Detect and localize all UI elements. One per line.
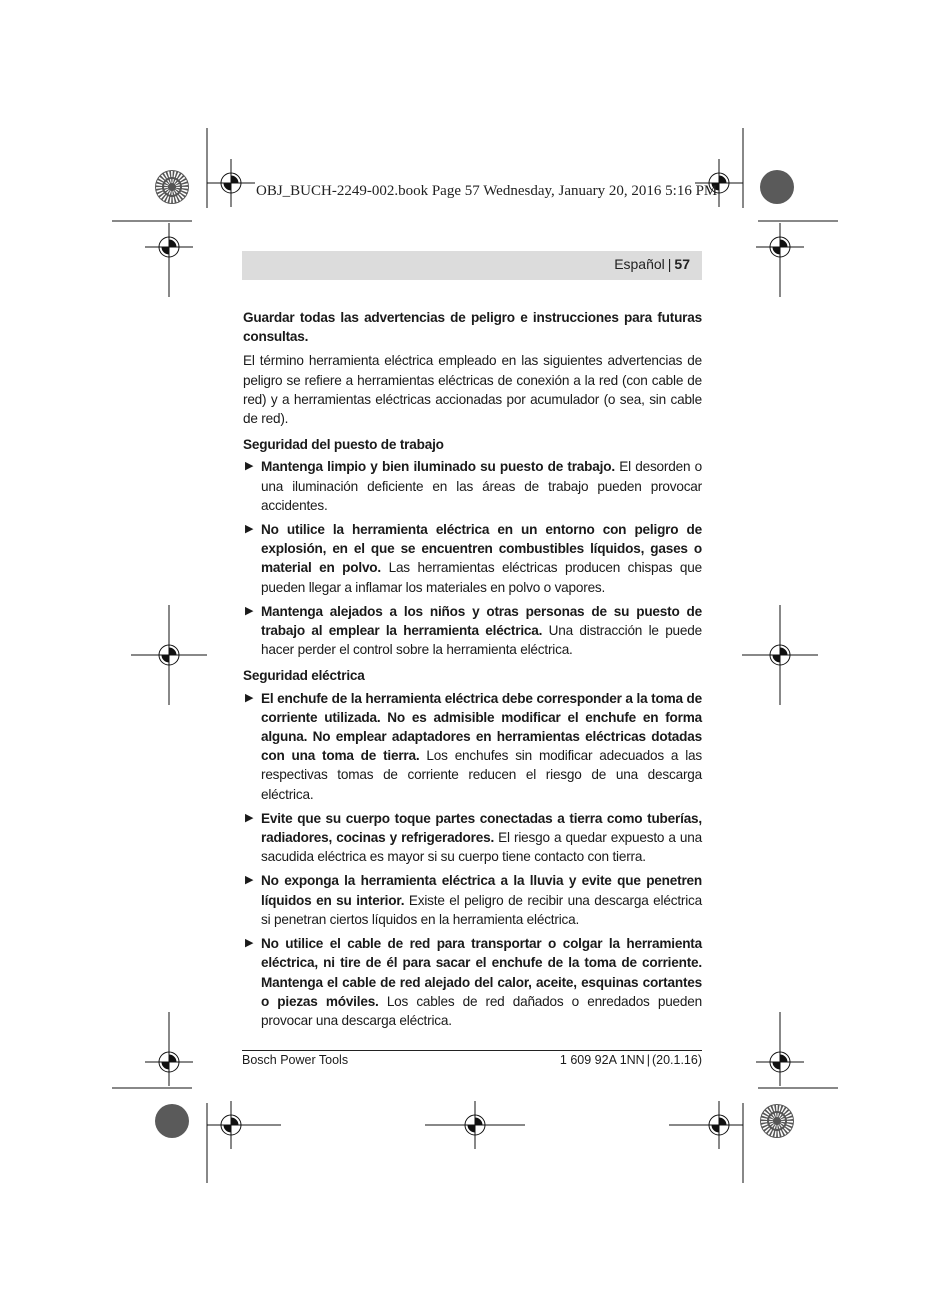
item-text: Existe el peligro de recibir una descarga eléctrica si penetran ciertos líquidos en la herramienta eléctrica. [261,892,703,927]
item-text: El desorden o una iluminación deficiente en las áreas de trabajo pueden provocar accidentes. [261,459,702,513]
footer-rule [242,1050,702,1051]
footer-separator: | [646,1053,650,1067]
gray-dot-bottom-left [155,1104,189,1138]
intro-heading: Guardar todas las advertencias de peligro e instrucciones para futuras consultas. [243,310,702,345]
triangle-bullet-icon: ▶ [245,691,254,704]
triangle-bullet-icon: ▶ [245,460,254,473]
starburst-mark-top-left [155,170,189,204]
main-content [243,308,702,1035]
list-item [243,809,702,867]
triangle-bullet-icon: ▶ [245,874,254,887]
item-bold: Mantenga alejados a los niños y otras personas de su puesto de trabajo al emplear la herramienta eléctrica. [261,603,702,639]
item-bold: No exponga la herramienta eléctrica a la lluvia y evite que penetren líquidos en su interior. [261,873,702,908]
list-item [243,934,702,1030]
footer-code [560,1053,702,1067]
page-number: 57 [674,256,690,272]
intro-paragraph: El término herramienta eléctrica empleado en las siguientes advertencias de peligro se refiere a herramientas eléctricas de conexión a la red (con cable de red) y a herramientas eléctricas accionadas por acumulador (o sea, sin cable de red). [243,353,702,427]
page-header [242,251,702,280]
item-text: Los cables de red dañados o enredados pueden provocar una descarga eléctrica. [261,993,702,1028]
header-label [614,256,690,272]
item-text: El riesgo a quedar expuesto a una sacudida eléctrica es mayor si su cuerpo tiene contacto con tierra. [261,830,702,865]
triangle-bullet-icon: ▶ [245,811,254,824]
triangle-bullet-icon: ▶ [245,604,254,617]
item-bold: Evite que su cuerpo toque partes conectadas a tierra como tuberías, radiadores, cocinas y refrigeradores. [261,810,702,846]
list-item [243,457,702,515]
list-item [243,602,702,660]
item-bold: No utilice el cable de red para transportar o colgar la herramienta eléctrica, ni tire de él para sacar el enchufe de la toma de corriente. Mantenga el cable de red alejado del calor, aceite, esquinas cortantes o piezas móviles. [261,936,702,1009]
item-bold: Mantenga limpio y bien iluminado su puesto de trabajo. [261,459,615,475]
footer-date: (20.1.16) [651,1053,702,1067]
gray-dot-top-right [760,170,794,204]
list-item [243,689,702,804]
footer-brand: Bosch Power Tools [242,1053,349,1067]
work-area-list [243,457,702,659]
header-separator: | [667,256,672,272]
item-text: Los enchufes sin modificar adecuados a las respectivas tomas de corriente reducen el riesgo de una descarga eléctrica. [261,748,702,802]
triangle-bullet-icon: ▶ [245,937,254,950]
section-title-work-area: Seguridad del puesto de trabajo [243,437,444,453]
list-item [243,520,702,597]
list-item [243,871,702,929]
starburst-mark-bottom-right [760,1104,794,1138]
print-slug: OBJ_BUCH-2249-002.book Page 57 Wednesday, January 20, 2016 5:16 PM [256,183,718,199]
item-text: Una distracción le puede hacer perder el control sobre la herramienta eléctrica. [261,623,702,658]
electrical-list [243,689,702,1030]
item-bold: No utilice la herramienta eléctrica en un entorno con peligro de explosión, en el que se encuentren combustibles líquidos, gases o material en polvo. [261,522,702,576]
item-bold: El enchufe de la herramienta eléctrica debe corresponder a la toma de corriente utilizada. No es admisible modificar el enchufe en forma alguna. No emplear adaptadores en herramientas eléctricas dotadas con una toma de tierra. [261,690,702,764]
triangle-bullet-icon: ▶ [245,523,254,536]
header-language: Español [614,256,665,272]
footer-part-number: 1 609 92A 1NN [559,1053,645,1067]
section-title-electrical: Seguridad eléctrica [243,668,365,684]
item-text: Las herramientas eléctricas producen chispas que pueden llegar a inflamar los materiales en polvo o vapores. [261,560,703,595]
